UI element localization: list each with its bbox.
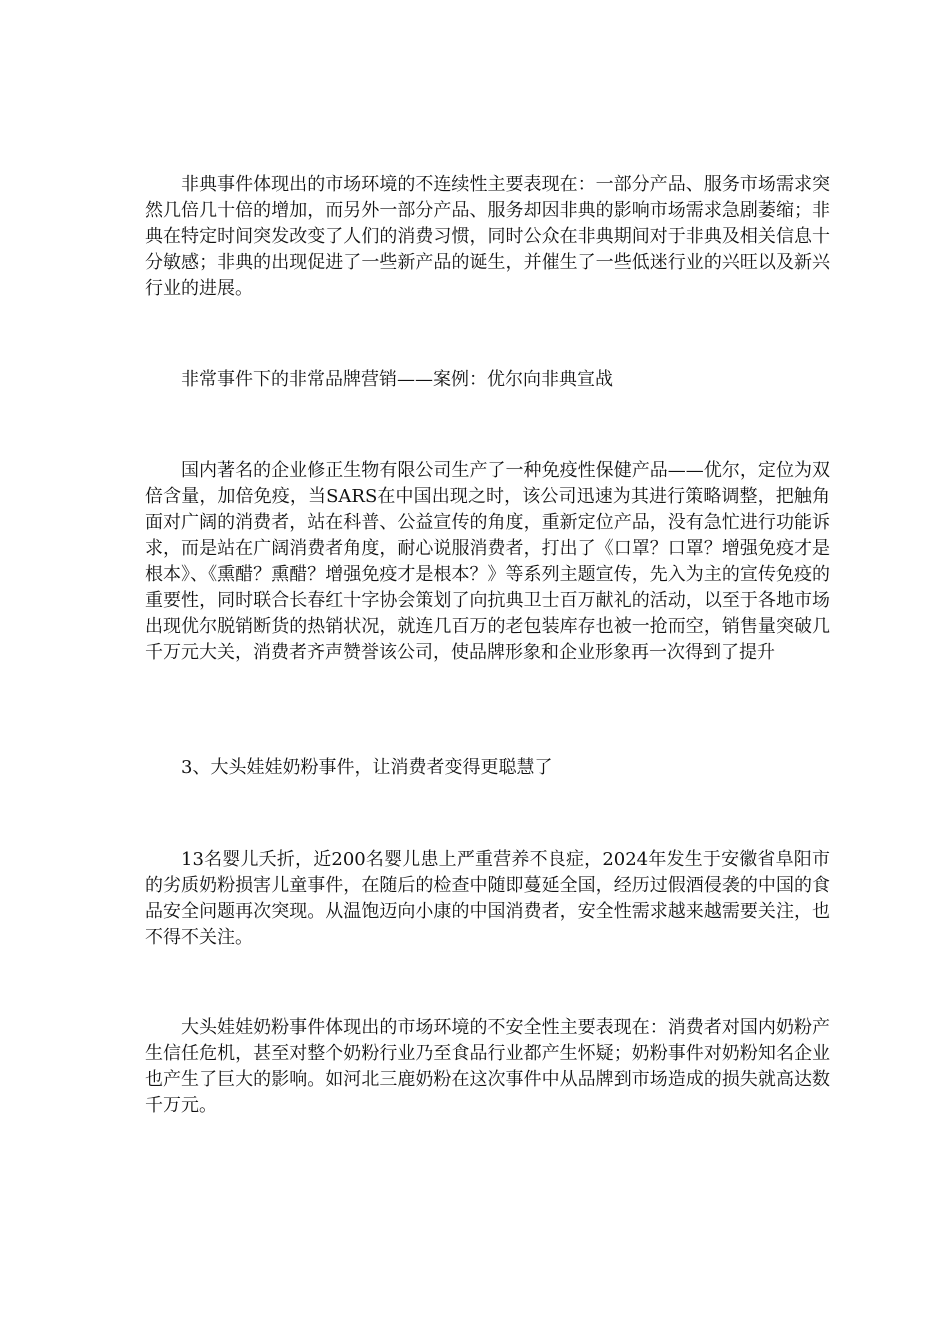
paragraph-milk-powder-insecurity: 大头娃娃奶粉事件体现出的市场环境的不安全性主要表现在：消费者对国内奶粉产生信任危机，甚至对整个奶粉行业乃至食品行业都产生怀疑；奶粉事件对奶粉知名企业也产生了巨大的影响。如河北三鹿奶粉在这次事件中从品牌到市场造成的损失就高达数千万元。: [145, 1017, 830, 1116]
section-heading-youer-case: 非常事件下的非常品牌营销——案例：优尔向非典宣战: [181, 369, 613, 390]
paragraph-milk-powder-incident: 13名婴儿夭折，近200名婴儿患上严重营养不良症，2024年发生于安徽省阜阳市的劣质奶粉损害儿童事件，在随后的检查中随即蔓延全国，经历过假酒侵袭的中国的食品安全问题再次突现。从温饱迈向小康的中国消费者，安全性需求越来越需要关注，也不得不关注。: [145, 849, 830, 948]
paragraph-sars-market-discontinuity: 非典事件体现出的市场环境的不连续性主要表现在：一部分产品、服务市场需求突然几倍几十倍的增加，而另外一部分产品、服务却因非典的影响市场需求急剧萎缩；非典在特定时间突发改变了人们的消费习惯，同时公众在非典期间对于非典及相关信息十分敏感；非典的出现促进了一些新产品的诞生，并催生了一些低迷行业的兴旺以及新兴行业的进展。: [145, 174, 830, 299]
section-heading-milk-powder: 3、大头娃娃奶粉事件，让消费者变得更聪慧了: [181, 757, 553, 778]
paragraph-youer-case: 国内著名的企业修正生物有限公司生产了一种免疫性保健产品——优尔，定位为双倍含量，加倍免疫，当SARS在中国出现之时，该公司迅速为其进行策略调整，把触角面对广阔的消费者，站在科普、公益宣传的角度，重新定位产品，没有急忙进行功能诉求，而是站在广阔消费者角度，耐心说服消费者，打出了《口罩？口罩？增强免疫才是根本》、《熏醋？熏醋？增强免疫才是根本？》等系列主题宣传，先入为主的宣传免疫的重要性，同时联合长春红十字协会策划了向抗典卫士百万献礼的活动，以至于各地市场出现优尔脱销断货的热销状况，就连几百万的老包装库存也被一抢而空，销售量突破几千万元大关，消费者齐声赞誉该公司，使品牌形象和企业形象再一次得到了提升: [145, 460, 830, 663]
